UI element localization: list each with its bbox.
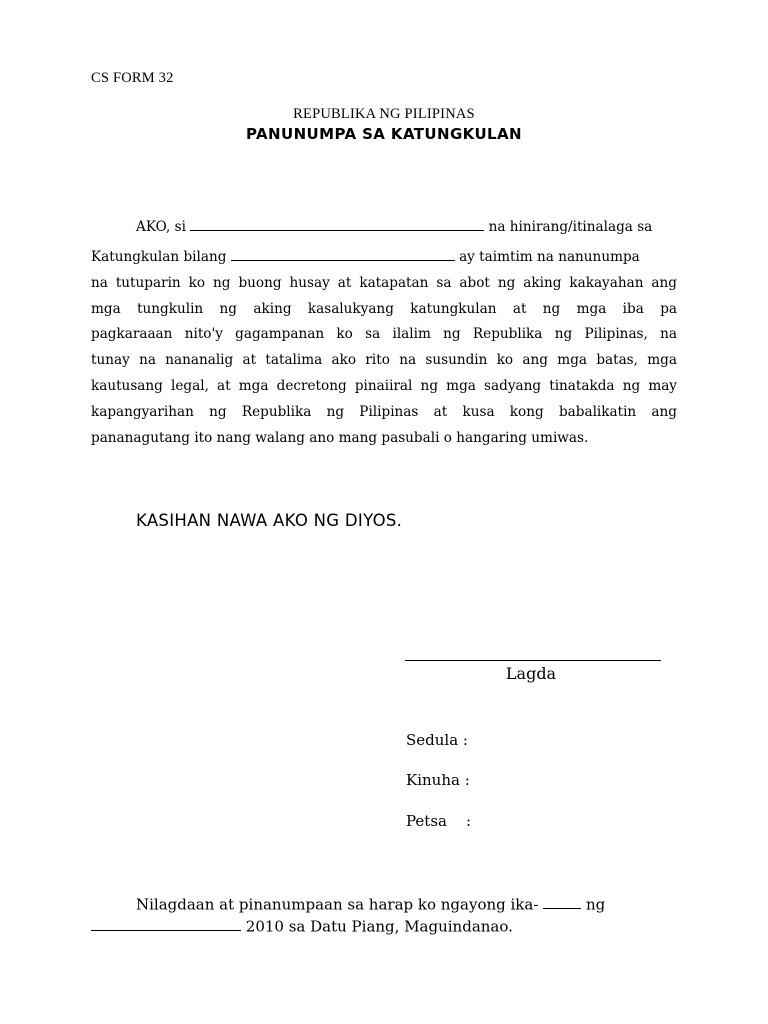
closing-place-text: 2010 sa Datu Piang, Maguindanao. <box>245 917 513 936</box>
closing-line-1 <box>136 894 605 913</box>
republic-heading: REPUBLIKA NG PILIPINAS <box>293 106 475 122</box>
position-label: Katungkulan bilang <box>91 248 227 265</box>
oath-line-1 <box>136 217 677 235</box>
position-blank[interactable] <box>231 247 455 261</box>
oath-line-2 <box>91 247 677 265</box>
signature-label: Lagda <box>505 664 557 683</box>
oath-line-3: na tutuparin ko ng buong husay at katapatan sa abot ng aking kakayahan ang <box>91 275 677 291</box>
oath-appointed-text: na hinirang/itinalaga sa <box>488 218 653 235</box>
signature-line[interactable] <box>405 660 661 661</box>
oath-swear-text: ay taimtim na nanunumpa <box>459 248 640 265</box>
oath-line-8: kapangyarihan ng Republika ng Pilipinas at kusa kong babalikatin ang <box>91 404 677 420</box>
day-blank[interactable] <box>543 894 581 909</box>
month-blank[interactable] <box>91 916 241 931</box>
oath-line-4: mga tungkulin ng aking kasalukyang katungkulan at ng mga iba pa <box>91 301 677 317</box>
oath-line-7: kautusang legal, at mga decretong pinaiiral ng mga sadyang tinatakda ng may <box>91 378 677 394</box>
oath-line-9: pananagutang ito nang walang ano mang pasubali o hangaring umiwas. <box>91 430 589 446</box>
closing-line-2 <box>91 916 513 935</box>
name-blank[interactable] <box>190 217 484 231</box>
sedula-label: Sedula : <box>406 731 468 749</box>
form-code: CS FORM 32 <box>91 70 174 86</box>
oath-line-5: pagkaraaan nito'y gagampanan ko sa ilalim ng Republika ng Pilipinas, na <box>91 326 677 342</box>
form-title: PANUNUMPA SA KATUNGKULAN <box>246 125 522 143</box>
oath-intro-text: AKO, si <box>136 218 186 235</box>
closing-of-text: ng <box>585 895 606 914</box>
petsa-label: Petsa : <box>406 812 472 830</box>
blessing-text: KASIHAN NAWA AKO NG DIYOS. <box>136 511 403 530</box>
closing-sworn-text: Nilagdaan at pinanumpaan sa harap ko ngayong ika- <box>136 895 539 914</box>
oath-line-6: tunay na nananalig at tatalima ako rito na susundin ko ang mga batas, mga <box>91 352 677 368</box>
kinuha-label: Kinuha : <box>406 771 470 789</box>
